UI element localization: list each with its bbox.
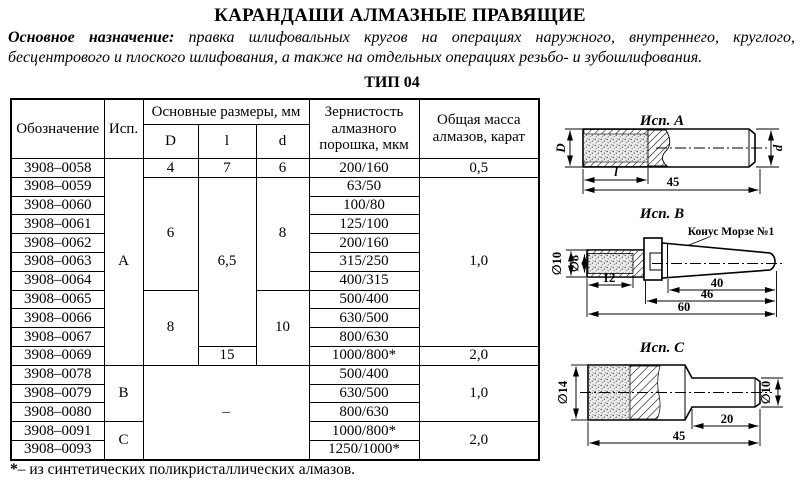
cell-designation: 3908–0091 <box>11 422 104 441</box>
table-cell: 500/400 <box>309 365 419 384</box>
table-cell: 15 <box>198 346 256 365</box>
table-row <box>11 177 539 196</box>
drawing-isp-b <box>540 200 800 322</box>
cell-designation: 3908–0058 <box>11 159 104 178</box>
table-row <box>11 365 539 384</box>
col-header-d: d <box>256 125 309 159</box>
morse-taper-callout: Конус Морзе №1 <box>687 226 775 238</box>
cell-designation: 3908–0063 <box>11 252 104 271</box>
table-cell: 800/630 <box>309 328 419 347</box>
table-cell: 200/160 <box>309 234 419 253</box>
col-header-grit: Зернистость алмазного порошка, мкм <box>309 99 419 159</box>
table-cell: 2,0 <box>419 422 539 460</box>
col-header-dims-group: Основные размеры, мм <box>143 99 309 125</box>
drawing-b-label: Исп. В <box>639 206 685 222</box>
dim-label-dia8-b: ∅8 <box>567 255 582 272</box>
dim-label-46-b: 46 <box>700 287 714 301</box>
cell-designation: 3908–0065 <box>11 290 104 309</box>
table-cell: 0,5 <box>419 159 539 178</box>
dim-label-45-a: 45 <box>666 175 680 189</box>
dim-label-40-b: 40 <box>710 276 724 290</box>
footnote-star: * <box>10 461 18 478</box>
table-cell: В <box>104 365 143 421</box>
spec-table-head <box>11 99 539 159</box>
table-cell: 8 <box>256 177 309 290</box>
header-row-1 <box>11 99 539 125</box>
cell-designation: 3908–0059 <box>11 177 104 196</box>
table-cell: 7 <box>198 159 256 178</box>
table-row <box>11 159 539 178</box>
dim-label-dia10-b: ∅10 <box>550 251 564 276</box>
drawing-isp-a <box>540 96 800 200</box>
table-cell: 2,0 <box>419 346 539 365</box>
col-header-mass: Общая масса алмазов, карат <box>419 99 539 159</box>
dim-label-60-b: 60 <box>677 300 691 314</box>
dim-label-D: D <box>553 143 568 153</box>
dim-label-20-c: 20 <box>720 412 734 426</box>
cell-designation: 3908–0079 <box>11 384 104 403</box>
dim-label-45-c: 45 <box>672 429 686 443</box>
table-cell: 200/160 <box>309 159 419 178</box>
dim-label-dia10-c: ∅10 <box>759 380 773 405</box>
footnote <box>10 461 355 479</box>
cell-designation: 3908–0069 <box>11 346 104 365</box>
drawing-c-label: Исп. С <box>639 340 685 356</box>
table-cell: 630/500 <box>309 384 419 403</box>
table-cell: 800/630 <box>309 403 419 422</box>
col-header-l: l <box>198 125 256 159</box>
cell-designation: 3908–0061 <box>11 215 104 234</box>
page-title: КАРАНДАШИ АЛМАЗНЫЕ ПРАВЯЩИЕ <box>214 5 586 26</box>
cell-designation: 3908–0093 <box>11 440 104 459</box>
table-cell: 500/400 <box>309 290 419 309</box>
table-cell: 1250/1000* <box>309 440 419 459</box>
table-cell: 10 <box>256 290 309 365</box>
morse-cone-b <box>662 243 775 278</box>
table-cell: 6 <box>256 159 309 178</box>
cell-designation: 3908–0078 <box>11 365 104 384</box>
dim-label-dia14-c: ∅14 <box>556 380 570 405</box>
table-cell: 6,5 <box>198 177 256 346</box>
table-cell: 1000/800* <box>309 422 419 441</box>
shell-hatch-top-a <box>584 130 648 134</box>
table-cell: 630/500 <box>309 309 419 328</box>
table-cell: 63/50 <box>309 177 419 196</box>
col-header-version: Исп. <box>104 99 143 159</box>
table-cell: 315/250 <box>309 252 419 271</box>
col-header-D: D <box>143 125 198 159</box>
purpose-text: правка шлифовальных кругов на операциях наружного, внутреннего, круглого, бесцентрового и плоского шлифования, а также на отдельных операциях резьбо- и зубошлифования. <box>8 29 795 66</box>
cell-designation: 3908–0067 <box>11 328 104 347</box>
table-cell: 1,0 <box>419 177 539 346</box>
dim-label-l: l <box>614 164 618 179</box>
cell-designation: 3908–0062 <box>11 234 104 253</box>
cell-designation: 3908–0066 <box>11 309 104 328</box>
drawing-isp-c <box>540 330 800 456</box>
table-cell: 6 <box>143 177 198 290</box>
table-cell: – <box>143 365 309 459</box>
table-cell: 1000/800* <box>309 346 419 365</box>
spec-table <box>10 98 540 461</box>
type-heading: ТИП 04 <box>364 74 420 91</box>
purpose-paragraph <box>8 28 795 68</box>
dim-label-12-b: 12 <box>602 271 616 285</box>
table-cell: 400/315 <box>309 271 419 290</box>
cell-designation: 3908–0064 <box>11 271 104 290</box>
pencil-b-flange <box>644 238 662 280</box>
table-cell: 8 <box>143 290 198 365</box>
drawing-a-label: Исп. А <box>639 113 685 129</box>
spec-table-body <box>11 159 539 460</box>
footnote-text: – из синтетических поликристаллических алмазов. <box>17 461 356 478</box>
col-header-designation: Обозначение <box>11 99 104 159</box>
table-cell: 4 <box>143 159 198 178</box>
table-cell: 125/100 <box>309 215 419 234</box>
purpose-lead: Основное назначение: <box>8 29 175 46</box>
cell-designation: 3908–0080 <box>11 403 104 422</box>
table-cell: 100/80 <box>309 196 419 215</box>
dim-label-d: d <box>770 144 785 152</box>
cell-designation: 3908–0060 <box>11 196 104 215</box>
table-cell: 1,0 <box>419 365 539 421</box>
diamond-insert-a <box>584 130 648 166</box>
table-cell: С <box>104 422 143 460</box>
table-cell: А <box>104 159 143 366</box>
